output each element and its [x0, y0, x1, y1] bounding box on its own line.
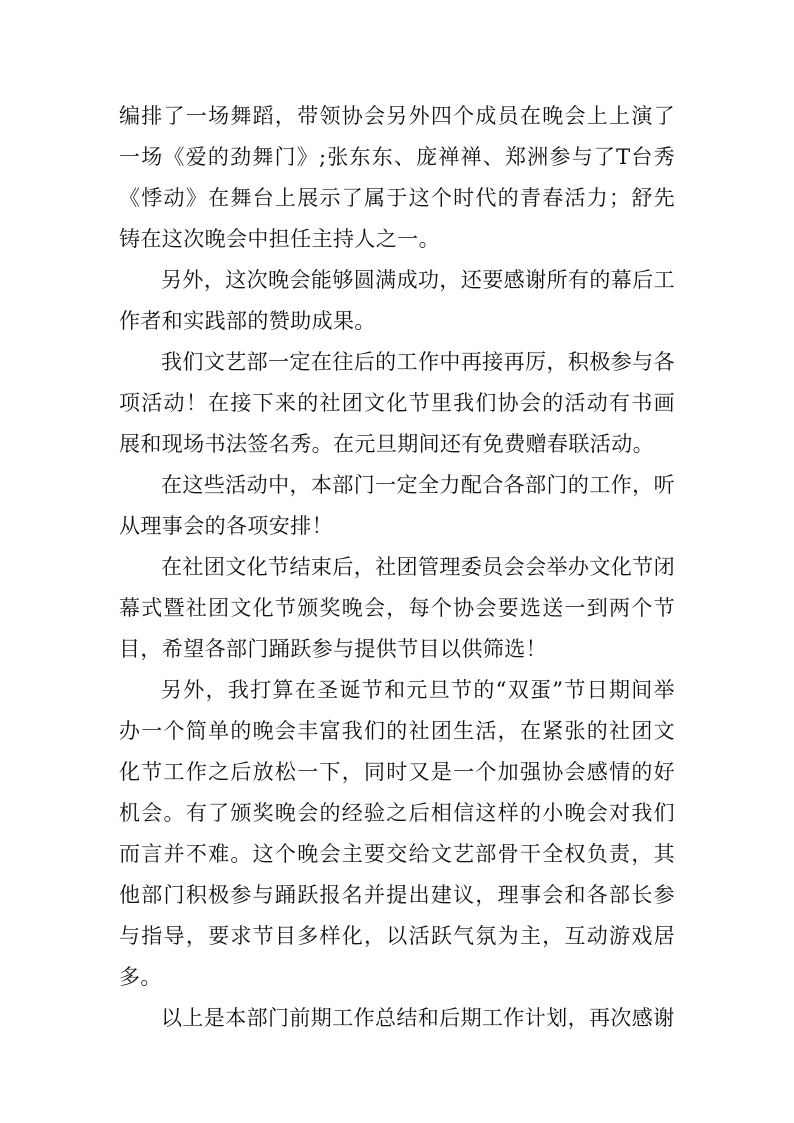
- paragraph: 另外，这次晚会能够圆满成功，还要感谢所有的幕后工作者和实践部的赞助成果。: [119, 268, 675, 333]
- paragraph-continued: 编排了一场舞蹈，带领协会另外四个成员在晚会上上演了一场《爱的劲舞门》;张东东、庞禅禅、郑洲参与了T台秀《悸动》在舞台上展示了属于这个时代的青春活力；舒先铸在这次晚会中担任主持人之一。: [119, 104, 675, 251]
- paragraph: 以上是本部门前期工作总结和后期工作计划，再次感谢: [161, 1006, 675, 1030]
- paragraph: 在这些活动中，本部门一定全力配合各部门的工作，听从理事会的各项安排！: [119, 473, 675, 538]
- body-text: [119, 96, 675, 1039]
- paragraph: 另外，我打算在圣诞节和元旦节的“双蛋”节日期间举办一个简单的晚会丰富我们的社团生活，在紧张的社团文化节工作之后放松一下，同时又是一个加强协会感情的好机会。有了颁奖晚会的经验之后相信这样的小晚会对我们而言并不难。这个晚会主要交给文艺部骨干全权负责，其他部门积极参与踊跃报名并提出建议，理事会和各部长参与指导，要求节目多样化，以活跃气氛为主，互动游戏居多。: [119, 678, 675, 989]
- paragraph: 在社团文化节结束后，社团管理委员会会举办文化节闭幕式暨社团文化节颁奖晚会，每个协会要选送一到两个节目，希望各部门踊跃参与提供节目以供筛选！: [119, 555, 675, 661]
- paragraph: 我们文艺部一定在往后的工作中再接再厉，积极参与各项活动！在接下来的社团文化节里我们协会的活动有书画展和现场书法签名秀。在元旦期间还有免费赠春联活动。: [119, 350, 675, 456]
